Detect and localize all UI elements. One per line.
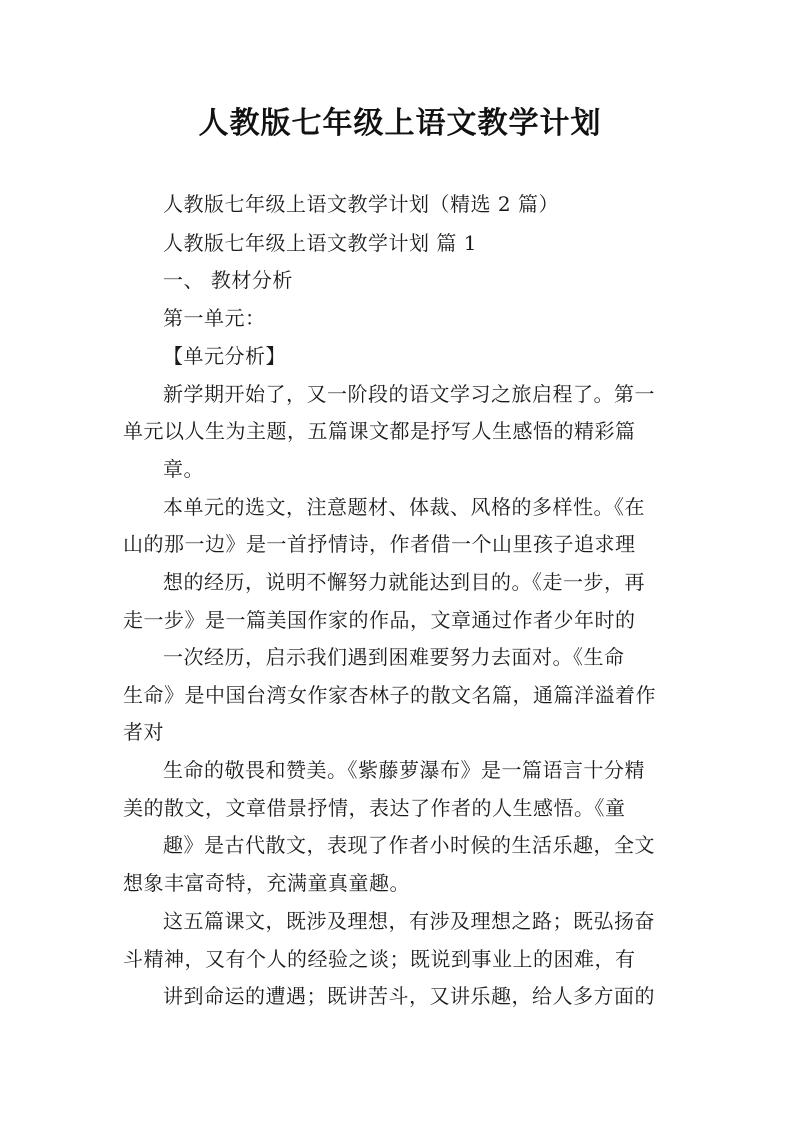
- paragraph-line: 生命的敬畏和赞美。《紫藤萝瀑布》是一篇语言十分精: [163, 758, 645, 782]
- unit-analysis-heading: 【单元分析】: [163, 344, 286, 368]
- paragraph-line: 新学期开始了，又一阶段的语文学习之旅启程了。第一: [163, 382, 655, 406]
- paragraph-line: 一次经历，启示我们遇到困难要努力去面对。《生命: [163, 645, 625, 669]
- unit-heading: 第一单元：: [163, 306, 266, 330]
- document-title: 人教版七年级上语文教学计划: [198, 106, 602, 141]
- subtitle-line: 人教版七年级上语文教学计划（精选 2 篇）: [163, 192, 559, 216]
- paragraph-line: 走一步》是一篇美国作家的作品，文章通过作者少年时的: [123, 608, 636, 632]
- paragraph-line: 生命》是中国台湾女作家杏林子的散文名篇，通篇洋溢着作: [123, 683, 656, 707]
- paragraph-line: 本单元的选文，注意题材、体裁、风格的多样性。《在: [163, 495, 645, 519]
- paragraph-line: 山的那一边》是一首抒情诗，作者借一个山里孩子追求理: [123, 532, 636, 556]
- paragraph-line: 者对: [123, 720, 164, 744]
- paragraph-line: 想的经历，说明不懈努力就能达到目的。《走一步，再: [163, 570, 645, 594]
- paragraph-line: 章。: [163, 457, 204, 481]
- paragraph-line: 美的散文，文章借景抒情，表达了作者的人生感悟。《童: [123, 796, 626, 820]
- paragraph-line: 单元以人生为主题，五篇课文都是抒写人生感悟的精彩篇: [123, 419, 636, 443]
- paragraph-line: 这五篇课文，既涉及理想，有涉及理想之路；既弘扬奋: [163, 909, 655, 933]
- paragraph-line: 讲到命运的遭遇；既讲苦斗，又讲乐趣，给人多方面的: [163, 984, 655, 1008]
- section-heading: 人教版七年级上语文教学计划 篇 1: [163, 231, 477, 255]
- chapter-heading: 一、 教材分析: [163, 268, 293, 292]
- paragraph-line: 斗精神，又有个人的经验之谈；既说到事业上的困难，有: [123, 947, 636, 971]
- paragraph-line: 趣》是古代散文，表现了作者小时候的生活乐趣，全文: [163, 833, 655, 857]
- paragraph-line: 想象丰富奇特，充满童真童趣。: [123, 871, 410, 895]
